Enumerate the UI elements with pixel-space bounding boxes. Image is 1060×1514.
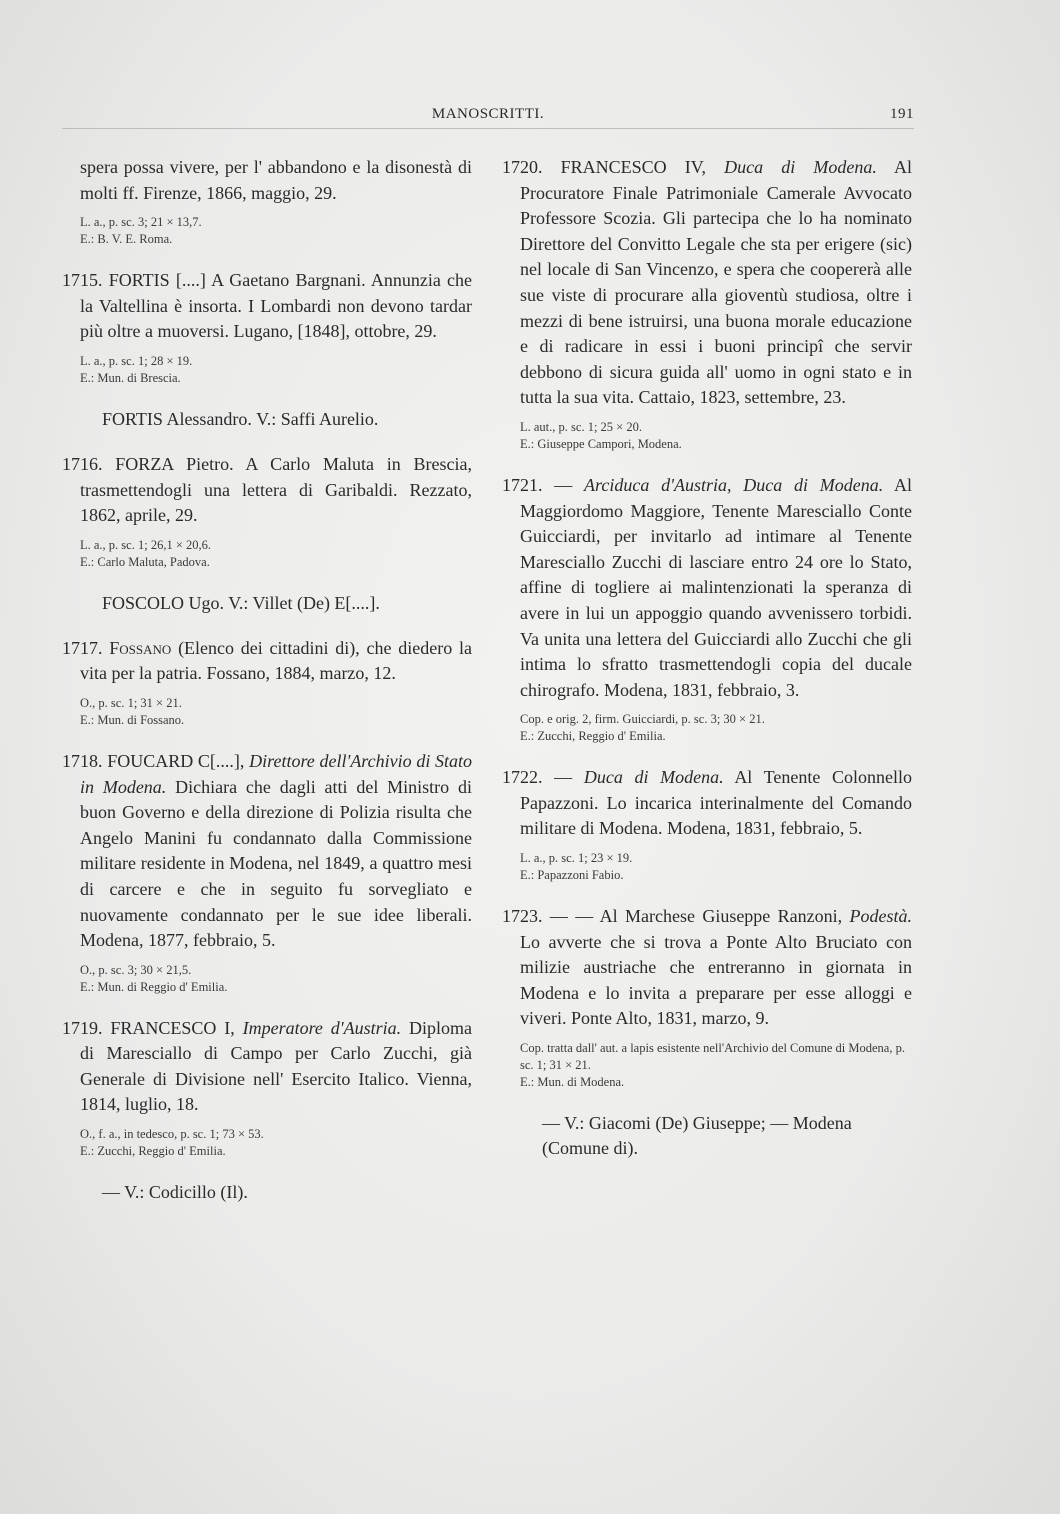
- entry-title-italic: Duca di Modena.: [583, 767, 724, 788]
- catalog-entry: [62, 268, 472, 387]
- meta-line: E.: Giuseppe Campori, Modena.: [520, 436, 682, 451]
- entry-body: Diploma di Maresciallo di Campo per Carlo Zucchi, già Generale di Divisione nell' Esercito Italico. Vienna, 1814, luglio, 18.: [80, 1017, 472, 1115]
- catalog-entry: [502, 473, 913, 745]
- meta-line: E.: Mun. di Reggio d' Emilia.: [80, 979, 228, 994]
- entry-meta: [80, 214, 472, 248]
- catalog-entry: [502, 904, 913, 1091]
- meta-line: E.: Mun. di Modena.: [520, 1075, 625, 1090]
- entry-number: 1723.: [502, 906, 543, 927]
- entry-text: [502, 765, 913, 842]
- entry-meta: [80, 695, 472, 729]
- meta-line: Cop. e orig. 2, firm. Guicciardi, p. sc. 3; 30 × 21.: [520, 712, 765, 727]
- entry-lead: —: [554, 767, 573, 788]
- entry-lead: Fossano: [109, 637, 172, 658]
- catalog-entry: [502, 155, 912, 453]
- entry-title-italic: Podestà.: [849, 906, 913, 927]
- entry-body: Al Procuratore Finale Patrimoniale Camerale Avvocato Professore Scozia. Gli partecipa che lo ha nominato Direttore del Convitto Legale che sta per erigere (sic) nel locale di San Vincenzo, e spera che coopererà alle sue viste di procurare alla gioventù studiosa, oltre i mezzi di bene istruirsi, una buona morale educazione e di radicare in essi i buoni principî che servir debbono di sicura guida all' uomo in ogni stato e in tutta la sua vita. Cattaio, 1823, settembre, 23.: [520, 157, 912, 408]
- entry-text: [62, 1016, 472, 1118]
- catalog-entry: [502, 765, 913, 884]
- running-head: [62, 102, 914, 129]
- meta-line: L. a., p. sc. 1; 23 × 19.: [520, 851, 633, 866]
- entry-lead: FOUCARD C[....],: [107, 750, 245, 771]
- meta-line: L. a., p. sc. 1; 28 × 19.: [80, 353, 193, 368]
- running-head-title: MANOSCRITTI.: [431, 106, 545, 122]
- entry-body: Dichiara che dagli atti del Ministro di buon Governo e della direzione di Polizia risulta che Angelo Manini fu condannato dalla Commissione militare residente in Modena, nel 1849, a quattro mesi di carcere e che in seguito fu sorvegliato e nuovamente condannato per le sue idee liberali. Modena, 1877, febbraio, 5.: [80, 776, 472, 951]
- entry-lead: FRANCESCO IV,: [560, 157, 706, 177]
- entry-body: Al Tenente Colonnello Papazzoni. Lo incarica interinalmente del Comando militare di Modena. Modena, 1831, febbraio, 5.: [520, 767, 913, 839]
- cross-reference: — V.: Codicillo (Il).: [102, 1182, 248, 1203]
- entry-text: [502, 473, 913, 703]
- entry-meta: [520, 711, 912, 745]
- entry-text: [502, 155, 912, 411]
- left-column: [62, 155, 473, 1225]
- catalog-entry: [62, 1016, 472, 1160]
- meta-line: O., f. a., in tedesco, p. sc. 1; 73 × 53.: [80, 1127, 264, 1142]
- entry-title-italic: Duca di Modena.: [724, 157, 877, 177]
- entry-title-italic: Imperatore d'Austria.: [242, 1017, 402, 1038]
- meta-line: O., p. sc. 3; 30 × 21,5.: [80, 962, 192, 977]
- entry-text: [62, 636, 473, 687]
- page-number: 191: [890, 106, 914, 122]
- entry-meta: [80, 353, 472, 387]
- meta-line: E.: B. V. E. Roma.: [80, 232, 173, 247]
- entry-number: 1719.: [62, 1017, 103, 1038]
- entry-title-italic: Arciduca d'Austria, Duca di Modena.: [584, 474, 884, 495]
- entry-lead: FRANCESCO I,: [110, 1017, 235, 1038]
- entry-number: 1718.: [62, 750, 103, 771]
- entry-lead: — —: [549, 906, 594, 927]
- entry-meta: [80, 962, 472, 996]
- entry-body-continued: Lo avverte che si trova a Ponte Alto Bruciato con milizie austriache che entreranno in giornata in Modena e lo invita a preparare per esse alloggi e viveri. Ponte Alto, 1831, marzo, 9.: [520, 931, 912, 1029]
- cross-reference: FOSCOLO Ugo. V.: Villet (De) E[....].: [102, 592, 380, 613]
- entry-text: [62, 268, 472, 345]
- entry-number: 1715.: [62, 270, 103, 291]
- meta-line: E.: Zucchi, Reggio d' Emilia.: [80, 1144, 226, 1159]
- entry-text: [62, 452, 473, 529]
- meta-line: O., p. sc. 1; 31 × 21.: [80, 695, 182, 710]
- entry-meta: [520, 419, 912, 453]
- entry-number: 1720.: [502, 157, 543, 177]
- entry-text: [62, 749, 473, 954]
- entry-meta: [520, 850, 912, 884]
- catalog-entry: [62, 636, 473, 729]
- catalog-entry: [80, 155, 472, 248]
- right-column: [502, 155, 913, 1181]
- entry-body: Al Maggiordomo Maggiore, Tenente Maresciallo Conte Guicciardi, per invitarlo ad intimare al Tenente Maresciallo Zucchi di lasciare entro 24 ore lo Stato, affine di togliere ai malintenzionati la speranza di avere in lui un appoggio quando avvenissero torbidi. Va unita una lettera del Guicciardi allo Zucchi che gli intima lo sfratto trasmettendogli copia del ducale chirografo. Modena, 1831, febbraio, 3.: [520, 474, 913, 700]
- cross-reference: — V.: Giacomi (De) Giuseppe; — Modena (Comune di).: [542, 1113, 852, 1159]
- meta-line: Cop. tratta dall' aut. a lapis esistente nell'Archivio del Comune di Modena, p. sc. 1; 31 × 21.: [520, 1041, 905, 1073]
- entry-meta: [80, 1126, 472, 1160]
- meta-line: E.: Carlo Maluta, Padova.: [80, 554, 210, 569]
- entry-title-italic: Direttore dell'Archivio di Stato in Modena.: [80, 750, 473, 797]
- entry-body: (Elenco dei cittadini di), che diedero la vita per la patria. Fossano, 1884, marzo, 12.: [80, 637, 473, 684]
- entry-number: 1717.: [62, 637, 103, 658]
- cross-reference: FORTIS Alessandro. V.: Saffi Aurelio.: [102, 408, 379, 429]
- entry-body: FORTIS [....] A Gaetano Bargnani. Annunzia che la Valtellina è insorta. I Lombardi non devono tardar più oltre a muoversi. Lugano, [1848], ottobre, 29.: [80, 270, 472, 342]
- meta-line: E.: Mun. di Brescia.: [80, 370, 181, 385]
- entry-number: 1721.: [502, 474, 543, 495]
- entry-lead: —: [554, 474, 573, 495]
- catalog-entry: [62, 452, 473, 571]
- meta-line: E.: Zucchi, Reggio d' Emilia.: [520, 729, 666, 744]
- entry-body: Al Marchese Giuseppe Ranzoni,: [599, 906, 843, 927]
- meta-line: E.: Papazzoni Fabio.: [520, 868, 624, 883]
- catalog-entry: [62, 749, 473, 996]
- entry-number: 1716.: [62, 453, 103, 474]
- entry-number: 1722.: [502, 767, 543, 788]
- meta-line: L. a., p. sc. 1; 26,1 × 20,6.: [80, 537, 211, 552]
- entry-meta: [80, 537, 472, 571]
- entry-body: FORZA Pietro. A Carlo Maluta in Brescia, trasmettendogli una lettera di Garibaldi. Rezzato, 1862, aprile, 29.: [80, 453, 473, 526]
- meta-line: E.: Mun. di Fossano.: [80, 712, 185, 727]
- meta-line: L. a., p. sc. 3; 21 × 13,7.: [80, 215, 202, 230]
- entry-meta: [520, 1040, 912, 1091]
- entry-text: spera possa vivere, per l' abbandono e la disonestà di molti ff. Firenze, 1866, maggio, 29.: [80, 157, 472, 203]
- meta-line: L. aut., p. sc. 1; 25 × 20.: [520, 419, 642, 434]
- entry-text: [502, 904, 913, 1032]
